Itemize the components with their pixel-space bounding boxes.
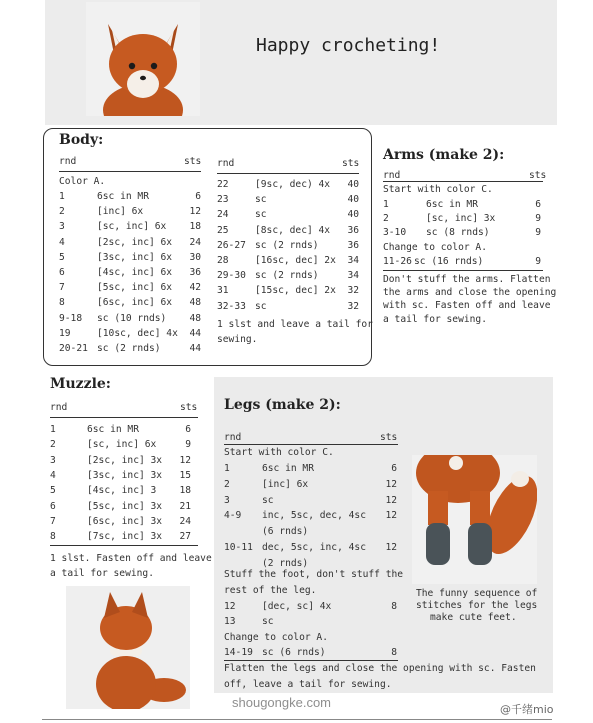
body-col1-header-rnd: rnd: [59, 156, 77, 167]
muzzle-rule-bottom: [50, 545, 198, 546]
pattern-stitch-count: 18: [189, 221, 201, 233]
pattern-stitch-count: 34: [347, 255, 359, 266]
pattern-instruction: [2sc, inc] 6x: [97, 236, 173, 248]
pattern-stitch-count: 36: [189, 267, 201, 278]
pattern-stitch-count: 32: [347, 300, 359, 312]
pattern-stitch-count: 44: [189, 343, 201, 354]
pattern-instruction: dec, 5sc, inc, 4sc: [262, 542, 366, 553]
pattern-instruction: 6sc in MR: [97, 191, 149, 202]
fox-back-photo: [66, 586, 190, 709]
pattern-instruction: (2 rnds): [262, 557, 309, 569]
pattern-stitch-count: 32: [347, 285, 359, 297]
pattern-round-number: 6: [59, 267, 65, 278]
pattern-stitch-count: 36: [347, 224, 359, 236]
pattern-round-number: 32-33: [217, 300, 246, 312]
pattern-stitch-count: 42: [189, 282, 201, 294]
pattern-round-number: 8: [50, 531, 56, 543]
body-col1-rule: [59, 171, 201, 172]
legs-photo-caption-line2: stitches for the legs: [416, 600, 538, 611]
pattern-stitch-count: 6: [535, 199, 541, 210]
page-title: Happy crocheting!: [256, 35, 441, 56]
muzzle-heading: Muzzle:: [50, 376, 111, 392]
fox-legs-photo: [412, 455, 537, 584]
pattern-round-number: 9-18: [59, 312, 83, 324]
pattern-round-number: 1: [59, 191, 65, 202]
legs-heading: Legs (make 2):: [224, 397, 341, 413]
weibo-watermark: @千绪mio: [500, 703, 554, 716]
pattern-round-number: 12: [224, 601, 236, 612]
pattern-stitch-count: 8: [391, 601, 397, 612]
pattern-round-number: 25: [217, 224, 229, 236]
pattern-round-number: 31: [217, 285, 229, 297]
pattern-stitch-count: 9: [535, 256, 541, 267]
pattern-stitch-count: 12: [385, 542, 397, 553]
pattern-instruction: [4sc, inc] 3: [87, 485, 157, 497]
pattern-round-number: 13: [224, 616, 236, 627]
pattern-stitch-count: 6: [391, 463, 397, 474]
arms-heading: Arms (make 2):: [383, 147, 505, 163]
pattern-instruction: sc: [255, 209, 267, 221]
pattern-round-number: 29-30: [217, 270, 246, 282]
pattern-stitch-count: 12: [385, 510, 397, 522]
muzzle-header-rnd: rnd: [50, 402, 68, 413]
pattern-round-number: 22: [217, 179, 229, 190]
pattern-instruction: [6sc, inc] 6x: [97, 297, 173, 309]
legs-photo-caption-line3: make cute feet.: [430, 612, 517, 623]
pattern-instruction: [inc] 6x: [262, 478, 309, 490]
pattern-stitch-count: 44: [189, 327, 201, 339]
pattern-stitch-count: 12: [385, 494, 397, 506]
legs-final-line1: Flatten the legs and close the opening with sc. Fasten: [224, 663, 536, 674]
pattern-stitch-count: 9: [185, 439, 191, 451]
pattern-instruction: [5sc, inc] 3x: [87, 500, 163, 512]
arms-change-color: Change to color A.: [383, 242, 487, 253]
site-watermark: shougongke.com: [232, 695, 332, 710]
body-col1-header-sts: sts: [184, 156, 202, 167]
pattern-stitch-count: 24: [189, 236, 201, 248]
pattern-instruction: [3sc, inc] 3x: [87, 469, 163, 481]
pattern-round-number: 2: [59, 206, 65, 218]
pattern-stitch-count: 36: [347, 239, 359, 251]
pattern-round-number: 1: [383, 199, 389, 210]
pattern-round-number: 7: [59, 282, 65, 294]
pattern-round-number: 24: [217, 209, 229, 221]
pattern-stitch-count: 40: [347, 209, 359, 221]
pattern-instruction: [6sc, inc] 3x: [87, 515, 163, 527]
pattern-round-number: 14-19: [224, 647, 253, 658]
pattern-stitch-count: 48: [189, 312, 201, 324]
pattern-instruction: [sc, inc] 3x: [426, 213, 496, 224]
pattern-round-number: 3: [224, 494, 230, 506]
pattern-instruction: [10sc, dec] 4x: [97, 327, 178, 339]
pattern-round-number: 20-21: [59, 343, 88, 354]
pattern-stitch-count: 6: [195, 191, 201, 202]
page-bottom-rule: [42, 719, 552, 720]
pattern-stitch-count: 27: [179, 531, 191, 543]
pattern-instruction: [sc, inc] 6x: [97, 221, 167, 233]
pattern-instruction: 6sc in MR: [87, 424, 139, 435]
pattern-instruction: [inc] 6x: [97, 206, 144, 218]
pattern-round-number: 4-9: [224, 510, 242, 522]
body-col2-rule: [217, 173, 359, 174]
legs-header-sts: sts: [380, 432, 398, 443]
legs-rule-bottom: [224, 660, 398, 661]
pattern-round-number: 7: [50, 515, 56, 527]
pattern-instruction: [8sc, dec] 4x: [255, 224, 331, 236]
pattern-instruction: 6sc in MR: [262, 463, 314, 474]
pattern-stitch-count: 21: [179, 500, 191, 512]
pattern-stitch-count: 15: [179, 469, 191, 481]
legs-start: Start with color C.: [224, 447, 334, 458]
pattern-instruction: sc: [255, 194, 267, 206]
pattern-instruction: sc: [255, 300, 267, 312]
pattern-stitch-count: 8: [391, 647, 397, 658]
note-line: 1 slst. Fasten off and leave: [50, 553, 212, 564]
pattern-instruction: sc (8 rnds): [426, 227, 490, 238]
pattern-instruction: [3sc, inc] 6x: [97, 251, 173, 263]
legs-rule: [224, 444, 398, 445]
pattern-instruction: sc (6 rnds): [262, 647, 326, 658]
pattern-round-number: 10-11: [224, 542, 253, 553]
legs-stuff-line2: rest of the leg.: [224, 585, 317, 596]
pattern-round-number: 2: [224, 478, 230, 490]
note-line: a tail for sewing.: [50, 568, 154, 579]
pattern-round-number: 6: [50, 500, 56, 512]
pattern-round-number: 5: [50, 485, 56, 497]
pattern-stitch-count: 48: [189, 297, 201, 309]
muzzle-rule: [50, 417, 198, 418]
pattern-round-number: 28: [217, 255, 229, 266]
pattern-stitch-count: 40: [347, 179, 359, 190]
muzzle-header-sts: sts: [180, 402, 198, 413]
pattern-instruction: sc: [262, 494, 274, 506]
body-heading: Body:: [59, 132, 104, 148]
pattern-instruction: [5sc, inc] 6x: [97, 282, 173, 294]
pattern-instruction: [dec, sc] 4x: [262, 601, 332, 612]
pattern-stitch-count: 9: [535, 213, 541, 224]
pattern-instruction: 6sc in MR: [426, 199, 478, 210]
pattern-stitch-count: 6: [185, 424, 191, 435]
pattern-round-number: 3: [50, 454, 56, 466]
pattern-round-number: 2: [383, 213, 389, 224]
legs-final-line2: off, leave a tail for sewing.: [224, 679, 392, 690]
body-col1-note: Color A.: [59, 176, 106, 187]
pattern-instruction: sc (2 rnds): [255, 270, 319, 282]
pattern-instruction: [2sc, inc] 3x: [87, 454, 163, 466]
body-section-box: [43, 128, 372, 366]
pattern-instruction: [7sc, inc] 3x: [87, 531, 163, 543]
pattern-round-number: 1: [224, 463, 230, 474]
note-line: the arms and close the opening: [383, 287, 557, 299]
pattern-instruction: [sc, inc] 6x: [87, 439, 157, 451]
pattern-instruction: [4sc, inc] 6x: [97, 267, 173, 278]
pattern-stitch-count: 30: [189, 251, 201, 263]
pattern-round-number: 4: [50, 469, 56, 481]
note-line: with sc. Fasten off and leave: [383, 300, 551, 312]
pattern-instruction: sc (16 rnds): [414, 256, 484, 267]
pattern-round-number: 5: [59, 251, 65, 263]
pattern-round-number: 3-10: [383, 227, 407, 238]
arms-rule: [383, 181, 543, 182]
pattern-stitch-count: 18: [179, 485, 191, 497]
arms-header-sts: sts: [529, 170, 547, 181]
note-line: Don't stuff the arms. Flatten: [383, 274, 551, 285]
pattern-instruction: sc (2 rnds): [97, 343, 161, 354]
pattern-round-number: 19: [59, 327, 71, 339]
pattern-instruction: (6 rnds): [262, 526, 309, 538]
pattern-stitch-count: 40: [347, 194, 359, 206]
legs-header-rnd: rnd: [224, 432, 242, 443]
arms-rule-bottom: [383, 270, 543, 271]
body-col2-header-sts: sts: [342, 158, 360, 169]
body-col2-note-line2: sewing.: [217, 334, 258, 345]
arms-header-rnd: rnd: [383, 170, 401, 181]
pattern-stitch-count: 34: [347, 270, 359, 282]
body-col2-header-rnd: rnd: [217, 158, 235, 169]
pattern-stitch-count: 9: [535, 227, 541, 238]
body-col2-note-line1: 1 slst and leave a tail for: [217, 319, 373, 330]
pattern-round-number: 11-26: [383, 256, 412, 267]
pattern-round-number: 3: [59, 221, 65, 233]
arms-start: Start with color C.: [383, 184, 493, 195]
pattern-round-number: 2: [50, 439, 56, 451]
pattern-instruction: sc: [262, 616, 274, 627]
note-line: a tail for sewing.: [383, 313, 487, 325]
pattern-instruction: inc, 5sc, dec, 4sc: [262, 510, 366, 522]
pattern-instruction: [15sc, dec] 2x: [255, 285, 336, 297]
fox-head-photo: [86, 2, 200, 116]
legs-change-color: Change to color A.: [224, 632, 328, 643]
legs-photo-caption-line1: The funny sequence of: [416, 588, 538, 599]
pattern-round-number: 1: [50, 424, 56, 435]
pattern-stitch-count: 12: [385, 478, 397, 490]
pattern-stitch-count: 12: [189, 206, 201, 218]
pattern-instruction: sc (10 rnds): [97, 312, 167, 324]
pattern-instruction: sc (2 rnds): [255, 239, 319, 251]
pattern-stitch-count: 12: [179, 454, 191, 466]
pattern-instruction: [16sc, dec] 2x: [255, 255, 336, 266]
pattern-instruction: [9sc, dec) 4x: [255, 179, 331, 190]
legs-stuff-line1: Stuff the foot, don't stuff the: [224, 569, 404, 580]
pattern-round-number: 23: [217, 194, 229, 206]
pattern-stitch-count: 24: [179, 515, 191, 527]
pattern-round-number: 26-27: [217, 239, 246, 251]
pattern-round-number: 8: [59, 297, 65, 309]
pattern-round-number: 4: [59, 236, 65, 248]
